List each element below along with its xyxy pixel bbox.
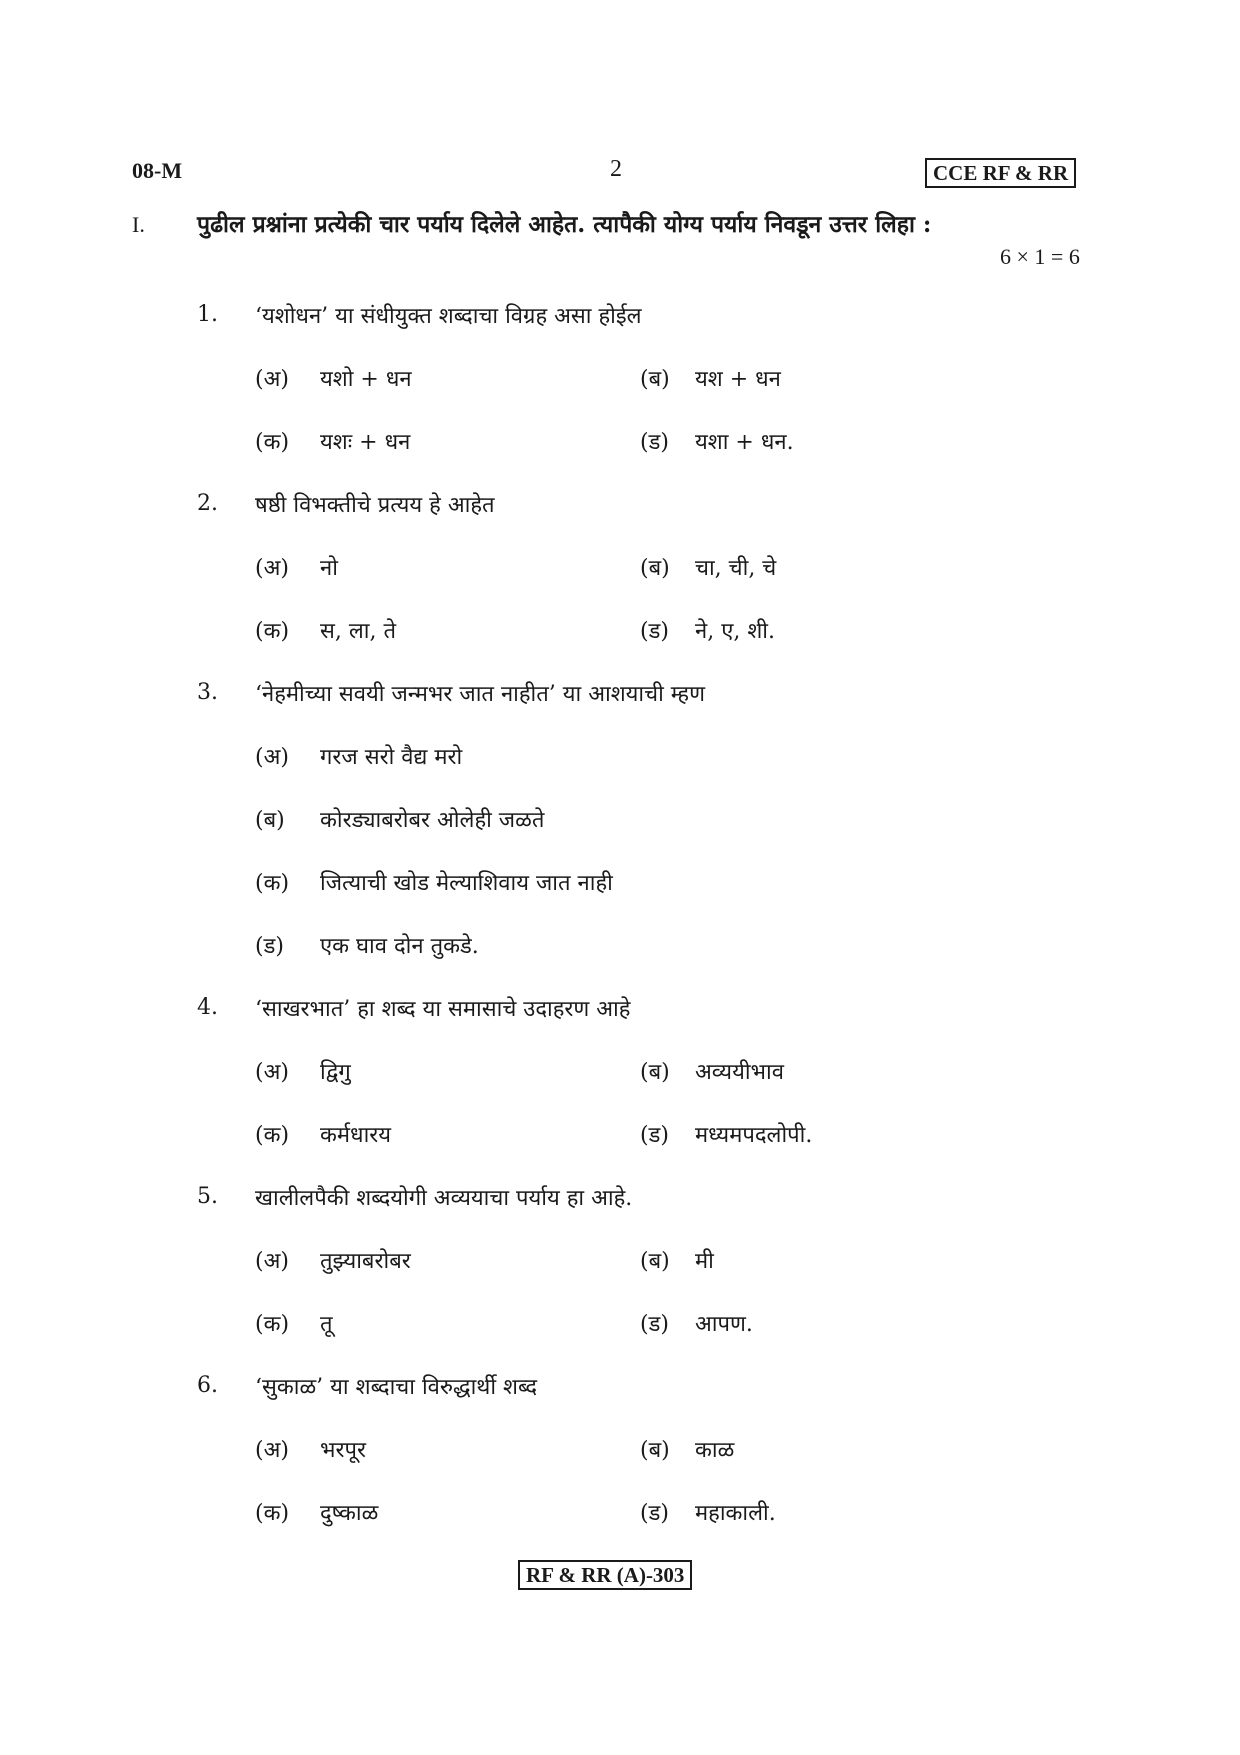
option-text: द्विगु (320, 1060, 351, 1085)
option-key: (अ) (255, 1438, 289, 1463)
option-text: तू (320, 1312, 333, 1337)
option-key: (ब) (640, 1060, 670, 1085)
option-text: जित्याची खोड मेल्याशिवाय जात नाही (320, 871, 613, 896)
question-number: 1. (197, 302, 218, 327)
option-key: (अ) (255, 1060, 289, 1085)
question-number: 2. (197, 491, 218, 516)
option-text: अव्ययीभाव (695, 1060, 784, 1085)
footer-code-box: RF & RR (A)-303 (518, 1560, 692, 1590)
option-key: (ब) (640, 556, 670, 581)
option-text: कर्मधारय (320, 1123, 392, 1148)
option-key: (ब) (255, 808, 285, 833)
option-key: (अ) (255, 1249, 289, 1274)
option-text: तुझ्याबरोबर (320, 1249, 411, 1274)
option-key: (ड) (640, 1123, 669, 1148)
option-text: गरज सरो वैद्य मरो (320, 745, 463, 770)
option-text: दुष्काळ (320, 1501, 379, 1526)
option-text: नो (320, 556, 338, 581)
option-text: आपण. (695, 1312, 753, 1337)
option-text: कोरड्याबरोबर ओलेही जळते (320, 808, 545, 833)
question-number: 6. (197, 1373, 218, 1398)
option-text: ने, ए, शी. (695, 619, 775, 644)
question-number: 4. (197, 995, 218, 1020)
question-text: खालीलपैकी शब्दयोगी अव्ययाचा पर्याय हा आहे. (255, 1186, 633, 1211)
option-text: यशा + धन. (695, 430, 794, 455)
option-key: (क) (255, 1312, 290, 1337)
option-key: (ड) (640, 619, 669, 644)
question-text: ‘साखरभात’ हा शब्द या समासाचे उदाहरण आहे (255, 997, 631, 1022)
question-text: ‘नेहमीच्या सवयी जन्मभर जात नाहीत’ या आशयाची म्हण (255, 682, 706, 707)
option-key: (ड) (640, 430, 669, 455)
option-text: मी (695, 1249, 714, 1274)
option-key: (अ) (255, 367, 289, 392)
section-instruction: पुढील प्रश्नांना प्रत्येकी चार पर्याय दिलेले आहेत. त्यापैकी योग्य पर्याय निवडून उत्तर लिहा : (197, 211, 932, 238)
option-text: स, ला, ते (320, 619, 396, 644)
option-key: (क) (255, 619, 290, 644)
option-text: मध्यमपदलोपी. (695, 1123, 813, 1148)
option-key: (ड) (255, 934, 284, 959)
option-key: (ब) (640, 367, 670, 392)
question-text: ‘सुकाळ’ या शब्दाचा विरुद्धार्थी शब्द (255, 1375, 538, 1400)
section-number: I. (132, 212, 145, 237)
option-text: एक घाव दोन तुकडे. (320, 934, 479, 959)
option-key: (क) (255, 871, 290, 896)
option-key: (ड) (640, 1501, 669, 1526)
option-text: यशो + धन (320, 367, 412, 392)
option-key: (क) (255, 1501, 290, 1526)
question-text: ‘यशोधन’ या संधीयुक्त शब्दाचा विग्रह असा होईल (255, 304, 642, 329)
question-text: षष्ठी विभक्तीचे प्रत्यय हे आहेत (255, 493, 495, 518)
section-marks: 6 × 1 = 6 (1000, 244, 1080, 269)
paper-code: 08-M (132, 158, 183, 183)
option-key: (अ) (255, 556, 289, 581)
option-key: (ब) (640, 1249, 670, 1274)
exam-code-box: CCE RF & RR (925, 158, 1076, 188)
option-key: (अ) (255, 745, 289, 770)
option-text: काळ (695, 1438, 735, 1463)
option-text: यश + धन (695, 367, 781, 392)
option-key: (क) (255, 430, 290, 455)
option-key: (ड) (640, 1312, 669, 1337)
option-text: चा, ची, चे (695, 556, 777, 581)
option-text: महाकाली. (695, 1501, 776, 1526)
option-text: भरपूर (320, 1438, 366, 1463)
option-text: यशः + धन (320, 430, 411, 455)
option-key: (ब) (640, 1438, 670, 1463)
question-number: 5. (197, 1184, 218, 1209)
question-number: 3. (197, 680, 218, 705)
page-number: 2 (610, 156, 622, 182)
option-key: (क) (255, 1123, 290, 1148)
